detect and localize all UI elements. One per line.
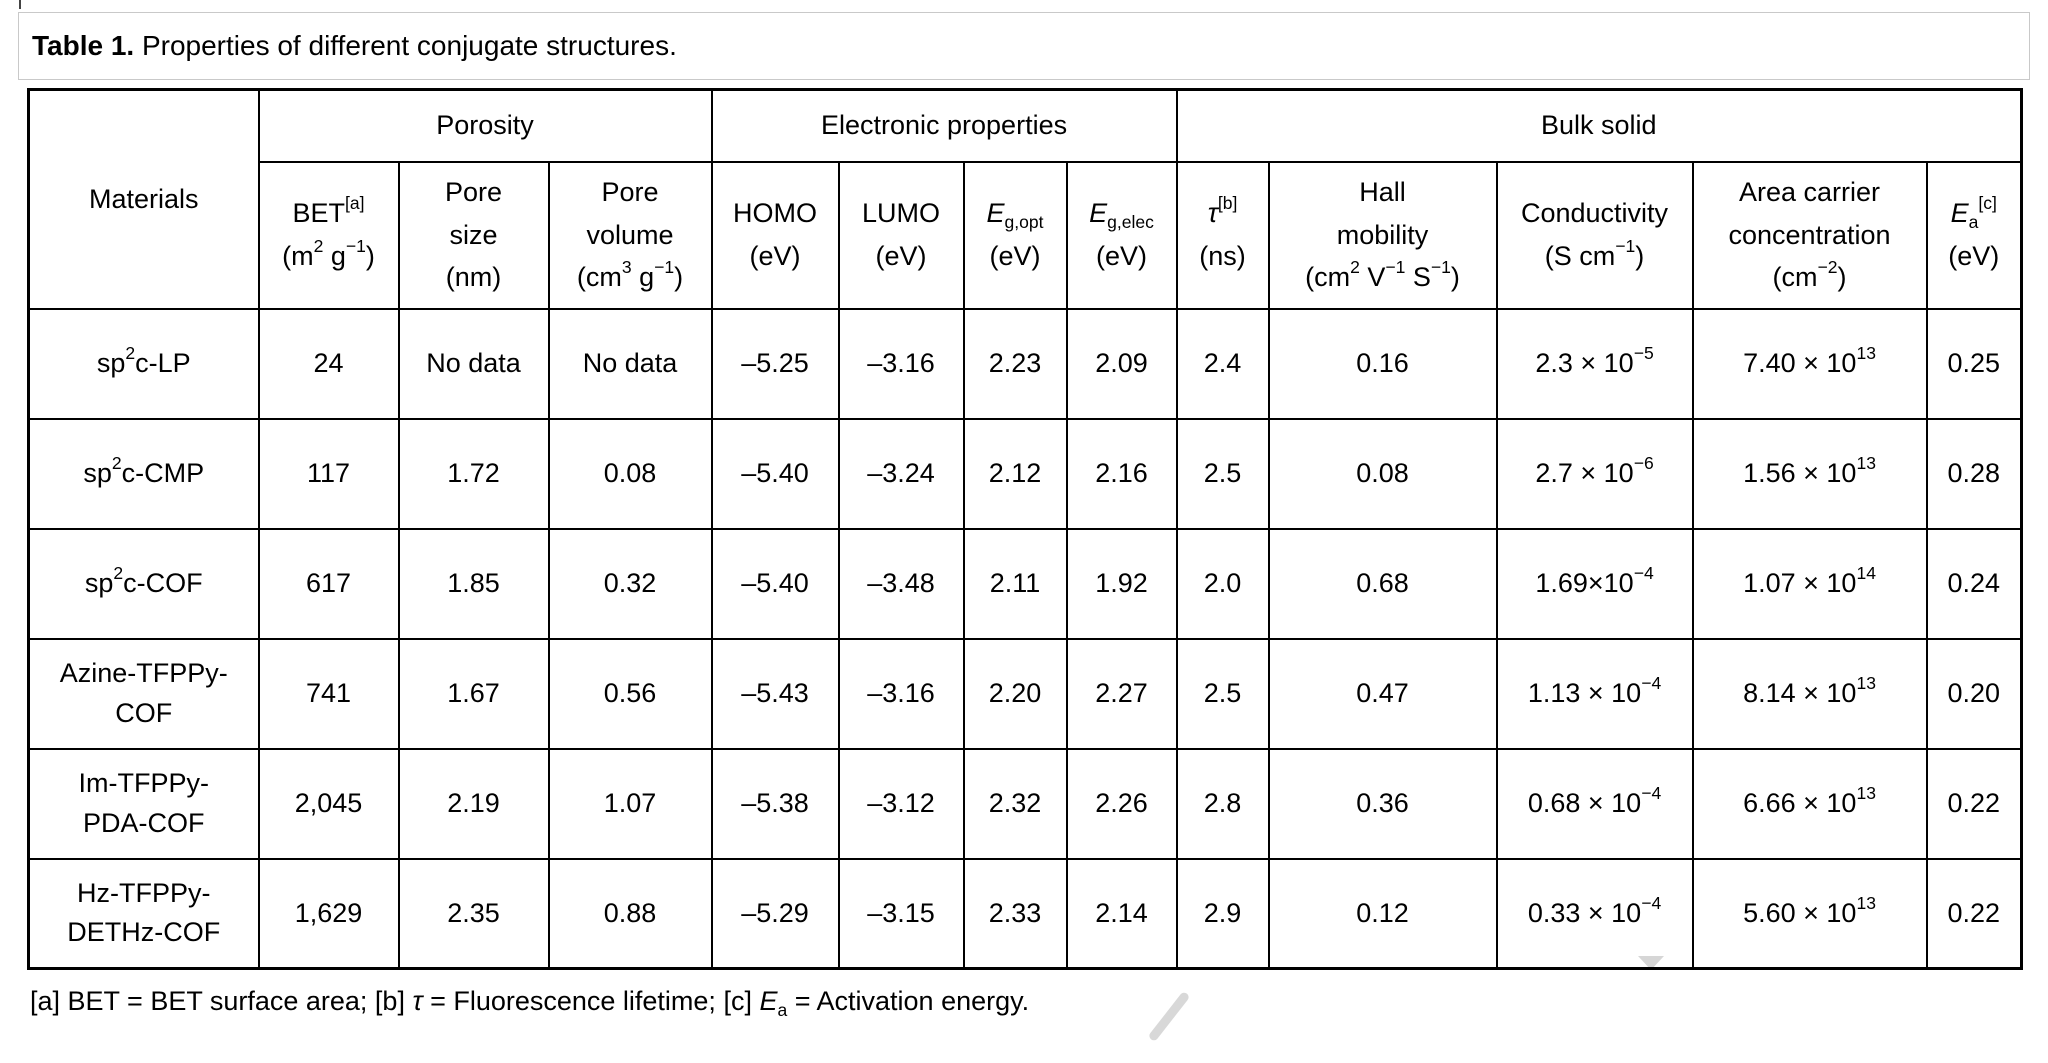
value-cell: 0.20 — [1927, 639, 2022, 749]
material-cell: Azine-TFPPy- COF — [29, 639, 259, 749]
value-cell: 2.27 — [1067, 639, 1177, 749]
header-conductivity: Conductivity (S $cm^{-1}$) — [1497, 162, 1693, 309]
value-cell: –5.25 — [712, 309, 839, 419]
material-cell: $sp^2c$-CMP — [29, 419, 259, 529]
value-cell: 0.28 — [1927, 419, 2022, 529]
value-cell: 0.25 — [1927, 309, 2022, 419]
table-body — [29, 309, 2022, 969]
value-cell: 617 — [259, 529, 399, 639]
value-cell: –3.16 — [839, 309, 964, 419]
value-cell: 1.72 — [399, 419, 549, 529]
value-cell: –3.12 — [839, 749, 964, 859]
value-cell: $0.68 \times 10^{-4}$ — [1497, 749, 1693, 859]
value-cell: 0.88 — [549, 859, 712, 969]
value-cell: –5.43 — [712, 639, 839, 749]
table-caption — [32, 30, 677, 62]
value-cell: –5.38 — [712, 749, 839, 859]
value-cell: 0.16 — [1269, 309, 1497, 419]
header-ea: $E_a[c]$ (eV) — [1927, 162, 2022, 309]
value-cell: $6.66 \times 10^{13}$ — [1693, 749, 1927, 859]
value-cell: 2.5 — [1177, 419, 1269, 529]
value-cell: 1.07 — [549, 749, 712, 859]
header-eg-opt: $E_{g,opt}$ (eV) — [964, 162, 1067, 309]
value-cell: 0.22 — [1927, 749, 2022, 859]
value-cell: 2,045 — [259, 749, 399, 859]
value-cell: 2.32 — [964, 749, 1067, 859]
value-cell: –5.29 — [712, 859, 839, 969]
value-cell: 24 — [259, 309, 399, 419]
watermark-swoosh-icon — [1148, 991, 1191, 1042]
value-cell: 2.16 — [1067, 419, 1177, 529]
table-row — [29, 419, 2022, 529]
header-eg-elec: $E_{g,elec}$ (eV) — [1067, 162, 1177, 309]
value-cell: $1.56 \times 10^{13}$ — [1693, 419, 1927, 529]
material-cell: Hz-TFPPy- DETHz-COF — [29, 859, 259, 969]
header-hall-mobility: Hall mobility ($cm^2$ $V^{-1}$ $S^{-1}$) — [1269, 162, 1497, 309]
value-cell: $2.7 \times 10^{-6}$ — [1497, 419, 1693, 529]
value-cell: –3.16 — [839, 639, 964, 749]
value-cell: 1,629 — [259, 859, 399, 969]
table-caption-number: Table 1. — [32, 30, 135, 61]
header-pore-size: Pore size (nm) — [399, 162, 549, 309]
value-cell: 1.67 — [399, 639, 549, 749]
value-cell: 2.09 — [1067, 309, 1177, 419]
material-cell: $sp^2c$-COF — [29, 529, 259, 639]
header-homo: HOMO (eV) — [712, 162, 839, 309]
table-row — [29, 639, 2022, 749]
value-cell: 0.22 — [1927, 859, 2022, 969]
table-row — [29, 309, 2022, 419]
header-group-electronic: Electronic properties — [712, 90, 1177, 162]
header-tau: τ[b] (ns) — [1177, 162, 1269, 309]
value-cell: 0.32 — [549, 529, 712, 639]
header-pore-volume: Pore volume ($cm^3$ $g^{-1}$) — [549, 162, 712, 309]
value-cell: 2.0 — [1177, 529, 1269, 639]
header-area-carrier: Area carrier concentration $(cm^{-2})$ — [1693, 162, 1927, 309]
value-cell: 1.92 — [1067, 529, 1177, 639]
table-header — [29, 90, 2022, 309]
value-cell: No data — [549, 309, 712, 419]
value-cell: $1.13 \times 10^{-4}$ — [1497, 639, 1693, 749]
value-cell: $5.60 \times 10^{13}$ — [1693, 859, 1927, 969]
value-cell: 2.14 — [1067, 859, 1177, 969]
value-cell: 2.9 — [1177, 859, 1269, 969]
value-cell: 0.24 — [1927, 529, 2022, 639]
header-lumo: LUMO (eV) — [839, 162, 964, 309]
table-row — [29, 859, 2022, 969]
value-cell: 2.33 — [964, 859, 1067, 969]
material-cell: Im-TFPPy- PDA-COF — [29, 749, 259, 859]
table-row — [29, 529, 2022, 639]
value-cell: $7.40 \times 10^{13}$ — [1693, 309, 1927, 419]
header-group-porosity: Porosity — [259, 90, 712, 162]
table-footnote: [a] BET = BET surface area; [b] τ = Fluorescence lifetime; [c] $E_a$ = Activation energy. — [30, 986, 1030, 1021]
value-cell: $0.33 \times 10^{-4}$ — [1497, 859, 1693, 969]
value-cell: 2.23 — [964, 309, 1067, 419]
material-cell: $sp^2c-LP$ — [29, 309, 259, 419]
value-cell: 1.85 — [399, 529, 549, 639]
page-edge-tick — [19, 0, 21, 9]
value-cell: $1.69\times 10^{-4}$ — [1497, 529, 1693, 639]
value-cell: $8.14 \times 10^{13}$ — [1693, 639, 1927, 749]
value-cell: –5.40 — [712, 419, 839, 529]
value-cell: 0.68 — [1269, 529, 1497, 639]
value-cell: 741 — [259, 639, 399, 749]
sub-header-row — [29, 162, 2022, 309]
table-caption-box — [18, 12, 2030, 80]
value-cell: –5.40 — [712, 529, 839, 639]
value-cell: 2.20 — [964, 639, 1067, 749]
value-cell: No data — [399, 309, 549, 419]
value-cell: $2.3 \times 10^{-5}$ — [1497, 309, 1693, 419]
value-cell: 2.5 — [1177, 639, 1269, 749]
value-cell: 0.08 — [1269, 419, 1497, 529]
value-cell: –3.24 — [839, 419, 964, 529]
table-caption-text: Properties of different conjugate structures. — [134, 30, 677, 61]
value-cell: 0.12 — [1269, 859, 1497, 969]
value-cell: $1.07 \times 10^{14}$ — [1693, 529, 1927, 639]
value-cell: 2.8 — [1177, 749, 1269, 859]
table-row — [29, 749, 2022, 859]
value-cell: 2.11 — [964, 529, 1067, 639]
value-cell: 2.26 — [1067, 749, 1177, 859]
value-cell: 2.12 — [964, 419, 1067, 529]
value-cell: –3.15 — [839, 859, 964, 969]
value-cell: 0.08 — [549, 419, 712, 529]
value-cell: 2.35 — [399, 859, 549, 969]
value-cell: –3.48 — [839, 529, 964, 639]
value-cell: 0.36 — [1269, 749, 1497, 859]
header-materials: Materials — [29, 90, 259, 309]
group-header-row — [29, 90, 2022, 162]
value-cell: 2.4 — [1177, 309, 1269, 419]
header-bet: BET[a] ($m^2$ $g^{-1}$) — [259, 162, 399, 309]
value-cell: 0.56 — [549, 639, 712, 749]
properties-table — [27, 88, 2023, 970]
value-cell: 117 — [259, 419, 399, 529]
value-cell: 0.47 — [1269, 639, 1497, 749]
value-cell: 2.19 — [399, 749, 549, 859]
header-group-bulk-solid: Bulk solid — [1177, 90, 2022, 162]
